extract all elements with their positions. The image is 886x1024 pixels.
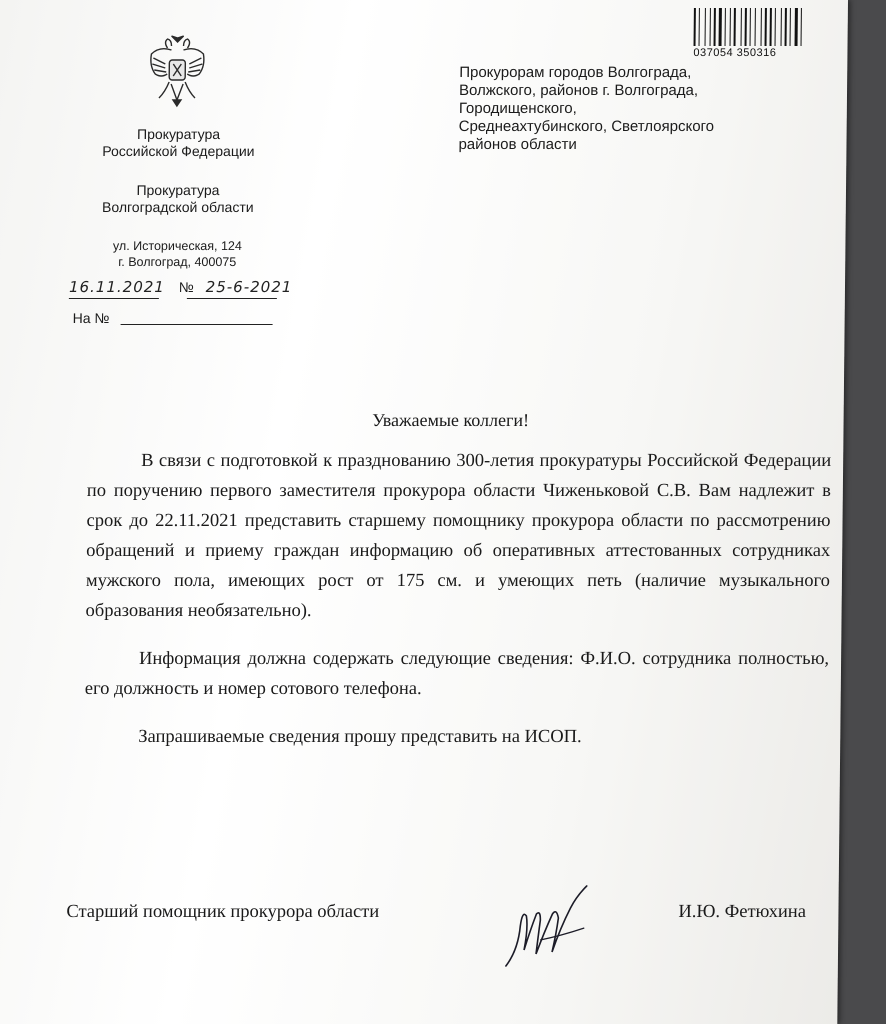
barcode-bar	[707, 8, 709, 46]
recipient-line3: Городищенского,	[458, 100, 577, 117]
org-federal-line1: Прокуратура	[136, 126, 221, 142]
barcode-bar	[694, 8, 696, 46]
sender-address	[57, 238, 297, 270]
date-underline	[69, 298, 159, 299]
recipient-block	[458, 64, 809, 154]
recipient-line4: Среднеахтубинского, Светлоярского	[458, 118, 715, 135]
barcode-bar	[795, 8, 798, 46]
number-underline	[187, 298, 277, 299]
letter-greeting: Уважаемые коллеги!	[372, 410, 530, 430]
barcode-bar	[727, 8, 729, 46]
recipient-line1: Прокурорам городов Волгограда,	[459, 64, 692, 81]
barcode-number: 037054 350316	[693, 47, 777, 59]
barcode-bar	[765, 8, 767, 46]
letter-paragraph-1: В связи с подготовкой к празднованию 300-летия прокуратуры Российской Федерации по поручению первого заместителя прокурора области Чиженьковой С.В. Вам надлежит в срок до 22.11.2021 представить старшему помощнику прокурора области по рассмотрению обращений и приему граждан информацию об оперативных аттестованных сотрудниках мужского пола, имеющих рост от 175 см. и умеющих петь (наличие музыкального образования необязательно).	[85, 451, 832, 621]
barcode-bar	[757, 8, 760, 46]
address-line1: ул. Историческая, 124	[112, 239, 242, 253]
coat-of-arms-icon	[145, 34, 210, 108]
org-regional-line1: Прокуратура	[136, 182, 220, 198]
handwritten-date: 16.11.2021	[68, 278, 165, 296]
barcode-bars	[694, 8, 812, 46]
handwritten-signature	[500, 880, 593, 972]
reference-number-label: На №	[72, 310, 110, 326]
reference-number-underline	[121, 324, 273, 325]
sender-organization-regional	[58, 182, 298, 216]
letter-paragraph-2: Информация должна содержать следующие сведения: Ф.И.О. сотрудника полностью, его должность и номер сотового телефона.	[84, 649, 830, 699]
signatory-title: Старший помощник прокурора области	[66, 902, 380, 922]
number-label: №	[178, 279, 194, 295]
barcode-bar	[745, 8, 747, 46]
signatory-name: И.Ю. Фетюхина	[678, 902, 807, 922]
barcode-bar	[770, 8, 772, 46]
barcode-bar	[719, 8, 722, 46]
barcode-bar	[777, 8, 780, 46]
barcode-bar	[803, 8, 805, 46]
barcode-bar	[752, 8, 754, 46]
barcode	[693, 8, 812, 59]
barcode-bar	[792, 8, 794, 46]
outgoing-number-row	[69, 278, 293, 296]
letter-body	[84, 446, 831, 770]
org-federal-line2: Российской Федерации	[102, 143, 255, 159]
sender-organization-federal	[58, 126, 298, 160]
barcode-bar	[734, 8, 736, 46]
handwritten-number: 25-6-2021	[205, 278, 293, 296]
barcode-bar	[714, 8, 716, 46]
recipient-line2: Волжского, районов г. Волгограда,	[458, 82, 699, 99]
letter-paragraph-3: Запрашиваемые сведения прошу представить на ИСОП.	[138, 727, 582, 747]
barcode-bar	[701, 8, 704, 46]
address-line2: г. Волгоград, 400075	[118, 255, 237, 269]
barcode-bar	[785, 8, 787, 46]
barcode-bar	[737, 8, 740, 46]
org-regional-line2: Волгоградской области	[101, 199, 254, 215]
recipient-line5: районов области	[458, 136, 577, 153]
